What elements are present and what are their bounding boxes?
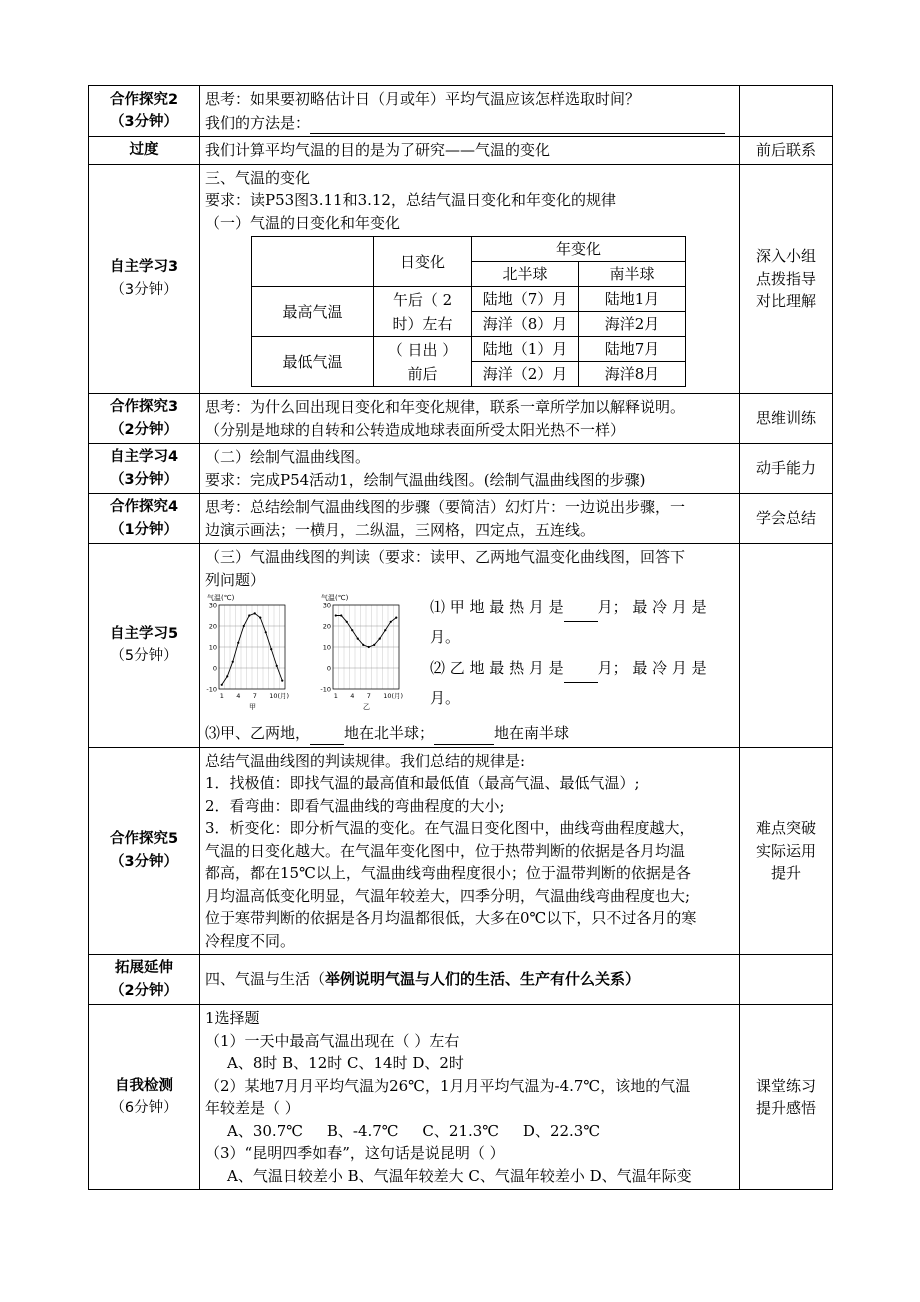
chart-title: 乙	[363, 703, 370, 711]
data-point	[368, 646, 370, 648]
row-hezuo2	[89, 86, 833, 137]
x-tick-label: 1	[219, 692, 224, 700]
data-point	[379, 638, 381, 640]
chart-questions: ⑴ 甲 地 最 热 月 是 月； 最 冷 月 是 月。 ⑵ 乙 地 最 热 月 是 月； 最 冷 月 是 月。	[430, 591, 735, 713]
blank-q1-hot[interactable]	[564, 591, 598, 622]
y-axis-label: 气温(℃)	[321, 594, 349, 602]
y-tick-label: -10	[206, 685, 217, 694]
x-tick-label: 4	[350, 692, 355, 700]
row-label: 合作探究2 （3分钟）	[89, 86, 200, 137]
row-guodu: 过度 我们计算平均气温的目的是为了研究——气温的变化 前后联系	[89, 137, 833, 165]
row-zijian: 自我检测 （6分钟） 1选择题 （1）一天中最高气温出现在（ ）左右 A、8时 B、12时 C、14时 D、2时 （2）某地7月月平均气温为26℃，1月月平均气温为-4.7℃，该地的气温 年较差是（ ） A、30.7℃ B、-4.7℃ C、21.3℃ D、22.3℃ （3）“昆明四季如春”，这句话是说昆明（ ） A、气温日较差小 B、气温年较差大 C、气温年较差小 D、气温年际变 课堂练习 提升感悟	[89, 1005, 833, 1190]
data-point	[335, 614, 337, 616]
data-point	[362, 644, 364, 646]
row-hezuo3: 合作探究3 （2分钟） 思考：为什么回出现日变化和年变化规律，联系一章所学加以解释说明。 （分别是地球的自转和公转造成地球表面所受太阳光热不一样） 思维训练	[89, 394, 833, 444]
row-hezuo5: 合作探究5 （3分钟） 总结气温曲线图的判读规律。我们总结的规律是: 1．找极值：即找气温的最高值和最低值（最高气温、最低气温）; 2．看弯曲：即看气温曲线的弯曲程度的大小; 3．析变化：即分析气温的变化。在气温日变化图中，曲线弯曲程度越大， 气温的日变化越大。在气温年变化图中，位于热带判断的依据是各月均温 都高，都在15℃以上，气温曲线弯曲程度很小；位于温带判断的依据是各 月均温高低变化明显，气温年较差大，四季分明，气温曲线弯曲程度也大; 位于寒带判断的依据是各月均温都很低，大多在0℃以下，只不过各月的寒 冷程度不同。 难点突破 实际运用 提升	[89, 747, 833, 955]
data-point	[340, 614, 342, 616]
row-hezuo4: 合作探究4 （1分钟） 思考：总结绘制气温曲线图的步骤（要简洁）幻灯片：一边说出步骤，一 边演示画法；一横月，二纵温，三网格，四定点，五连线。 学会总结	[89, 494, 833, 544]
chart-title: 甲	[249, 703, 256, 711]
data-point	[281, 680, 283, 682]
y-tick-label: 0	[326, 664, 331, 673]
y-tick-label: 10	[322, 643, 331, 652]
data-point	[221, 684, 223, 686]
chart-jia	[205, 591, 310, 716]
y-axis-label: 气温(℃)	[207, 594, 235, 602]
y-tick-label: 30	[322, 601, 331, 610]
data-point	[390, 621, 392, 623]
x-tick-label: 10(月)	[383, 692, 404, 700]
x-tick-label: 7	[366, 692, 371, 700]
y-tick-label: 30	[208, 601, 217, 610]
row-tuozhan: 拓展延伸 （2分钟） 四、气温与生活（举例说明气温与人们的生活、生产有什么关系）	[89, 955, 833, 1005]
data-point	[254, 612, 256, 614]
row-content: 思考：如果要初略估计日（月或年）平均气温应该怎样选取时间？ 我们的方法是：	[200, 86, 740, 137]
row-note	[740, 86, 833, 137]
data-point	[384, 629, 386, 631]
data-point	[232, 661, 234, 663]
data-point	[237, 642, 239, 644]
data-point	[346, 621, 348, 623]
data-point	[270, 648, 272, 650]
x-tick-label: 1	[333, 692, 338, 700]
blank-q3-north[interactable]	[310, 721, 344, 745]
data-point	[243, 625, 245, 627]
y-tick-label: 20	[208, 622, 217, 631]
data-point	[226, 675, 228, 677]
temperature-change-table: 日变化 年变化 北半球 南半球 最高气温 午后（ 2 时）左右 陆地（7）月 陆地1月 海洋（8）月 海洋2月 最低气温 （ 日出 ） 前后 陆地（1）月 陆地7月 海洋（2）月 海洋8月	[251, 236, 686, 387]
data-point	[265, 631, 267, 633]
blank-q2-hot[interactable]	[564, 652, 598, 683]
data-point	[259, 617, 261, 619]
data-point	[351, 629, 353, 631]
chart-yi	[319, 591, 424, 716]
data-point	[373, 644, 375, 646]
x-tick-label: 4	[236, 692, 241, 700]
y-tick-label: 0	[212, 664, 217, 673]
data-point	[248, 614, 250, 616]
row-zizhu5: 自主学习5 （5分钟） （三）气温曲线图的判读（要求：读甲、乙两地气温变化曲线图，回答下 列问题） 气温(℃) -10 0 10 20 30 1 4 7 10(月) 甲 气温(℃) -10 0 10 20 30 1 4 7 10(月) 乙 ⑴ 甲 地 最 热 月 是 月； 最 冷 月 是 月。 ⑵ 乙 地 最 热 月 是 月； 最 冷 月 是 月。 ⑶甲、乙两地， 地在北半球； 地在南半球	[89, 544, 833, 748]
y-tick-label: 10	[208, 643, 217, 652]
blank-q3-south[interactable]	[434, 721, 494, 745]
data-point	[276, 665, 278, 667]
lesson-plan-table	[88, 85, 833, 1190]
row-zizhu3: 自主学习3 （3分钟） 三、气温的变化 要求：读P53图3.11和3.12，总结气温日变化和年变化的规律 （一）气温的日变化和年变化 日变化 年变化 北半球 南半球 最高气温 午后（ 2 时）左右 陆地（7）月 陆地1月 海洋（8）月 海洋2月 最低气温 （ 日出 ） 前后 陆地（1）月 陆地7月 海洋（2）月 海洋8月 深入小组 点拨指导 对比理解	[89, 164, 833, 394]
data-point	[395, 617, 397, 619]
chart-area	[205, 591, 734, 721]
y-tick-label: 20	[322, 622, 331, 631]
chart-yi-svg	[319, 591, 424, 716]
row-zizhu4: 自主学习4 （3分钟） （二）绘制气温曲线图。 要求：完成P54活动1，绘制气温曲线图。(绘制气温曲线图的步骤) 动手能力	[89, 444, 833, 494]
x-tick-label: 7	[252, 692, 257, 700]
x-tick-label: 10(月)	[269, 692, 290, 700]
answer-blank[interactable]	[310, 111, 725, 135]
y-tick-label: -10	[320, 685, 331, 694]
chart-jia-svg	[205, 591, 310, 716]
data-point	[357, 638, 359, 640]
